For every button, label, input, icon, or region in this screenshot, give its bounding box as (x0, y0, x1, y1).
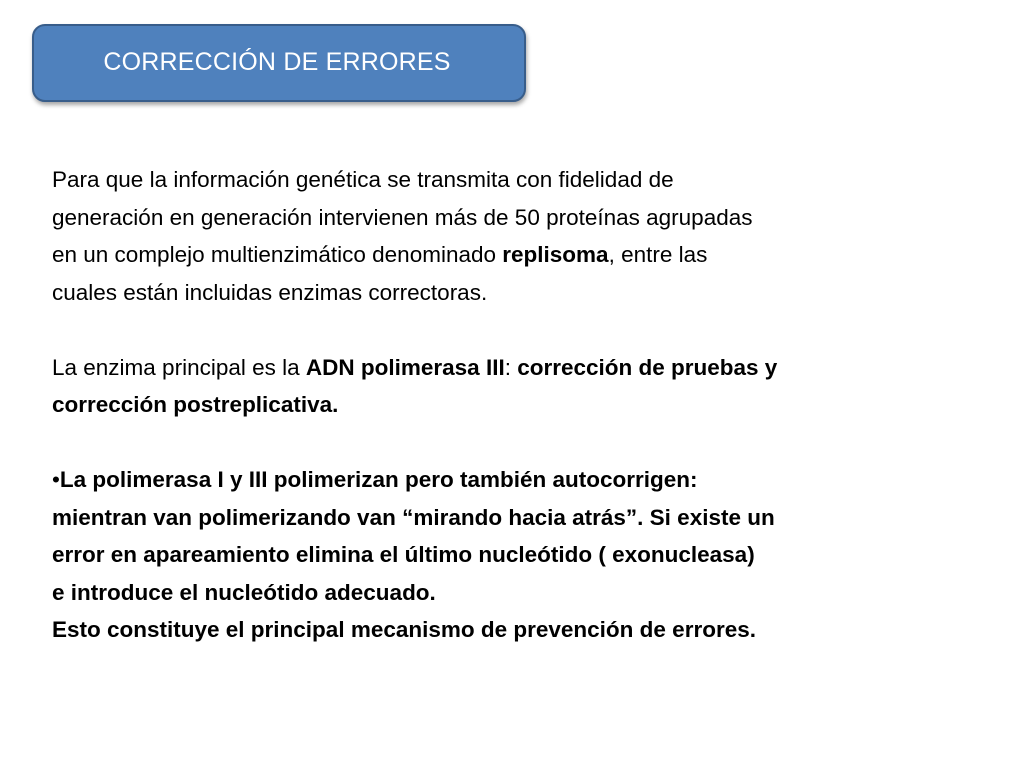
slide-body (52, 161, 952, 649)
bullet-icon: • (52, 467, 60, 492)
enzyme-line-1-text: La enzima principal es la (52, 354, 306, 380)
bullet-line-1 (52, 461, 952, 499)
bullet-line-3: error en apareamiento elimina el último nucleótido ( exonucleasa) (52, 542, 755, 567)
intro-line-4: cuales están incluidas enzimas correctoras. (52, 279, 488, 305)
paragraph-bullet (52, 461, 952, 649)
enzyme-colon: : (504, 354, 518, 380)
enzyme-function-2: corrección postreplicativa. (52, 392, 339, 417)
bullet-line-4: e introduce el nucleótido adecuado. (52, 579, 436, 605)
bullet-line-5: Esto constituye el principal mecanismo de prevención de errores. (52, 617, 756, 642)
intro-line-3-text-a: en un complejo multienzimático denominado (52, 242, 503, 267)
replisoma-term: replisoma (502, 242, 609, 267)
title-box (32, 24, 526, 102)
enzyme-line-1 (52, 349, 952, 387)
enzyme-name: ADN polimerasa III (305, 354, 505, 380)
intro-line-2: generación en generación intervienen más de 50 proteínas agrupadas (52, 204, 753, 230)
intro-line-3-text-b: , entre las (608, 242, 708, 267)
slide-title: CORRECCIÓN DE ERRORES (103, 47, 451, 76)
paragraph-intro (52, 161, 952, 311)
bullet-line-2: mientran van polimerizando van “mirando hacia atrás”. Si existe un (52, 504, 775, 530)
spacer (52, 311, 952, 349)
spacer (52, 424, 952, 462)
intro-line-3 (52, 236, 952, 274)
intro-line-1: Para que la información genética se transmita con fidelidad de (52, 167, 674, 192)
paragraph-enzyme (52, 349, 952, 424)
enzyme-function-1: corrección de pruebas y (517, 354, 778, 380)
bullet-line-1-text: La polimerasa I y III polimerizan pero también autocorrigen: (59, 467, 698, 492)
